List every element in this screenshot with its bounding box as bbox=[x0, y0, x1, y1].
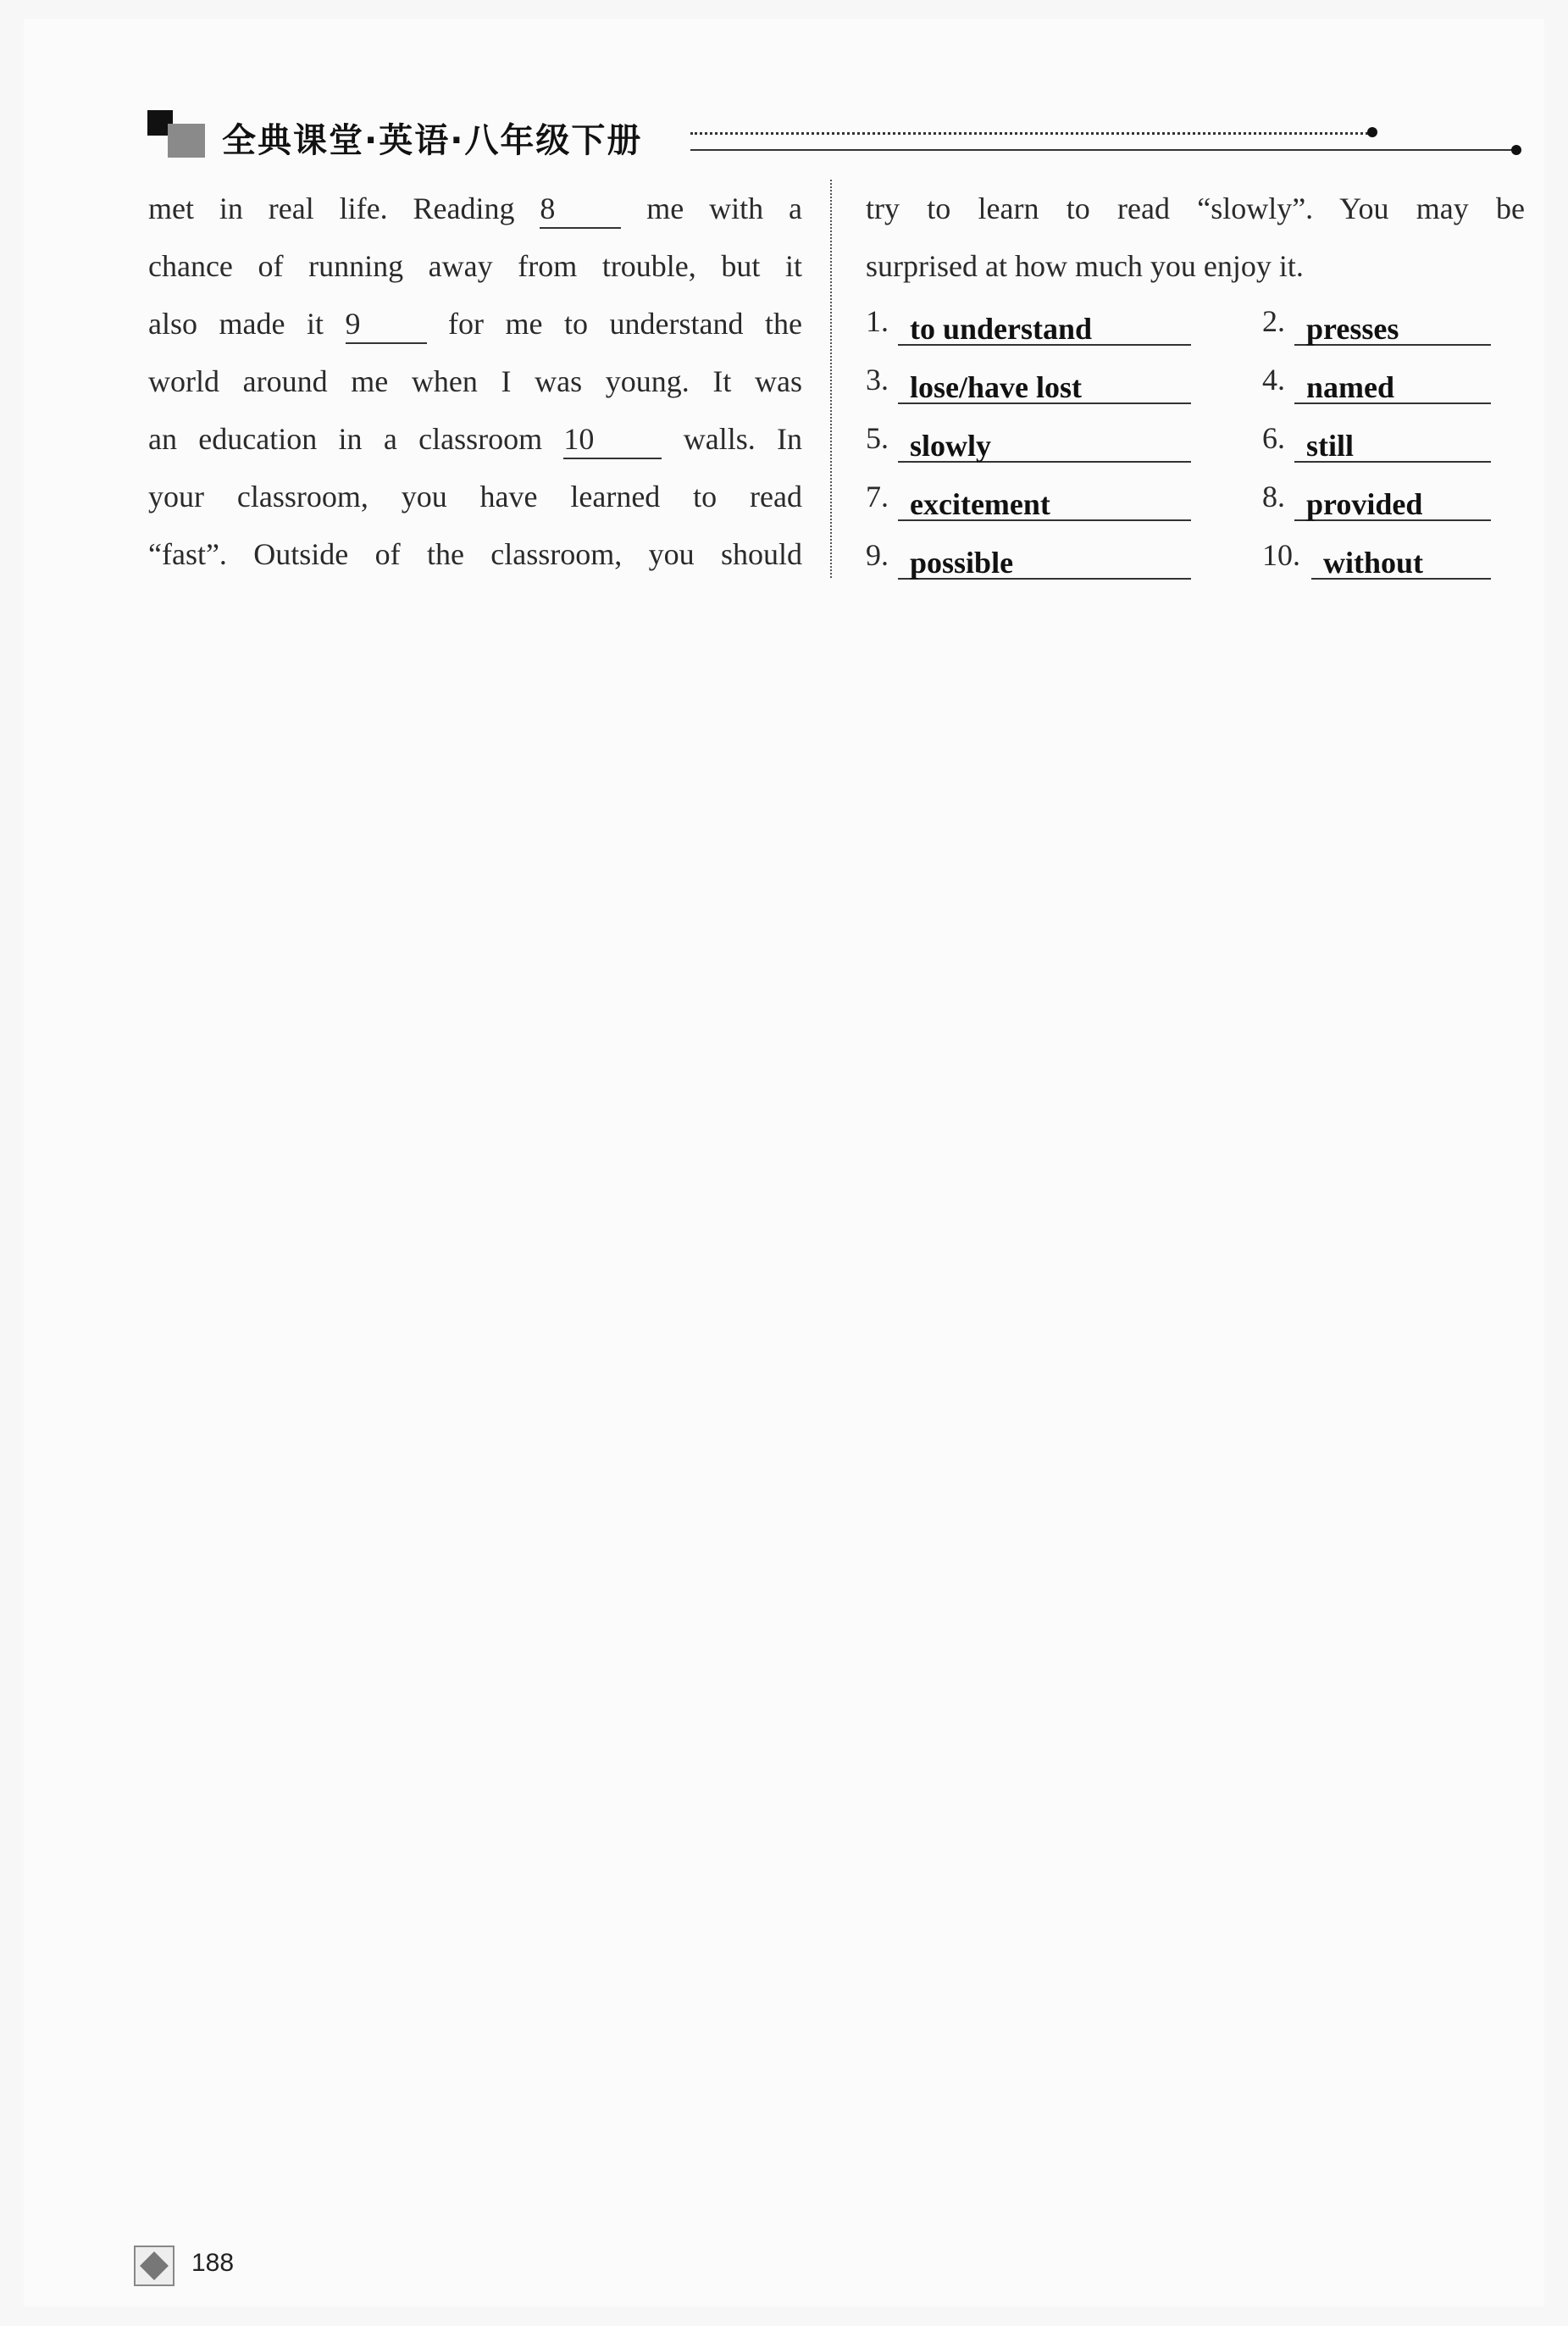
answer-item bbox=[866, 412, 1205, 470]
passage-line: surprised at how much you enjoy it. bbox=[866, 249, 1304, 283]
passage-line: try to learn to read “slowly”. You may be bbox=[866, 192, 1525, 225]
answer-value: to understand bbox=[898, 308, 1191, 346]
answer-item bbox=[866, 295, 1205, 353]
passage-line: “fast”. Outside of the classroom, you should bbox=[148, 537, 802, 571]
header-rule-dot bbox=[1367, 127, 1377, 137]
header-rule-end-dot bbox=[1511, 145, 1521, 155]
answer-number: 1. bbox=[866, 304, 889, 338]
answer-value: provided bbox=[1294, 484, 1491, 521]
answer-number: 2. bbox=[1262, 304, 1285, 338]
answer-row bbox=[866, 470, 1525, 529]
passage-right-column bbox=[866, 180, 1525, 295]
answer-item bbox=[866, 353, 1205, 412]
answer-value: slowly bbox=[898, 425, 1191, 463]
header-solid-rule bbox=[690, 149, 1516, 151]
diamond-icon bbox=[134, 2246, 175, 2286]
header-dotted-rule bbox=[690, 132, 1372, 135]
passage-line bbox=[148, 295, 802, 353]
header-logo-square-grey bbox=[168, 124, 205, 158]
answer-number: 3. bbox=[866, 363, 889, 397]
answer-value: possible bbox=[898, 542, 1191, 580]
line-text: me with a bbox=[621, 192, 803, 225]
header-title: 全典课堂·英语·八年级下册 bbox=[222, 121, 643, 160]
line-text: for me to understand the bbox=[426, 307, 802, 341]
answer-key bbox=[866, 295, 1525, 587]
blank-9: 9 bbox=[346, 305, 427, 344]
page-number: 188 bbox=[191, 2249, 235, 2277]
line-text: met in real life. Reading bbox=[148, 192, 540, 225]
answer-number: 6. bbox=[1262, 421, 1285, 455]
line-text: an education in a classroom bbox=[148, 422, 564, 456]
passage-left-column bbox=[148, 180, 802, 583]
answer-item bbox=[1262, 470, 1525, 529]
blank-8: 8 bbox=[540, 190, 621, 229]
answer-row bbox=[866, 529, 1525, 587]
answer-item bbox=[1262, 529, 1525, 587]
answer-row bbox=[866, 353, 1525, 412]
passage-line: your classroom, you have learned to read bbox=[148, 480, 802, 513]
answer-value: named bbox=[1294, 367, 1491, 404]
answer-number: 7. bbox=[866, 480, 889, 513]
answer-value: presses bbox=[1294, 308, 1491, 346]
answer-number: 5. bbox=[866, 421, 889, 455]
answer-row bbox=[866, 295, 1525, 353]
answer-value: without bbox=[1311, 542, 1491, 580]
answer-row bbox=[866, 412, 1525, 470]
answer-item bbox=[1262, 353, 1525, 412]
answer-item bbox=[866, 529, 1205, 587]
answer-item bbox=[1262, 412, 1525, 470]
answer-item bbox=[866, 470, 1205, 529]
column-divider bbox=[830, 180, 832, 578]
line-text: walls. In bbox=[662, 422, 802, 456]
passage-line: world around me when I was young. It was bbox=[148, 364, 802, 398]
passage-line: chance of running away from trouble, but it bbox=[148, 249, 802, 283]
line-text: also made it bbox=[148, 307, 346, 341]
passage-line bbox=[148, 180, 802, 237]
answer-number: 9. bbox=[866, 538, 889, 572]
blank-10: 10 bbox=[563, 420, 662, 459]
answer-number: 10. bbox=[1262, 538, 1300, 572]
answer-value: lose/have lost bbox=[898, 367, 1191, 404]
answer-item bbox=[1262, 295, 1525, 353]
diamond-shape bbox=[140, 2251, 169, 2280]
answer-number: 8. bbox=[1262, 480, 1285, 513]
passage-line bbox=[148, 410, 802, 468]
answer-number: 4. bbox=[1262, 363, 1285, 397]
answer-value: excitement bbox=[898, 484, 1191, 521]
answer-value: still bbox=[1294, 425, 1491, 463]
